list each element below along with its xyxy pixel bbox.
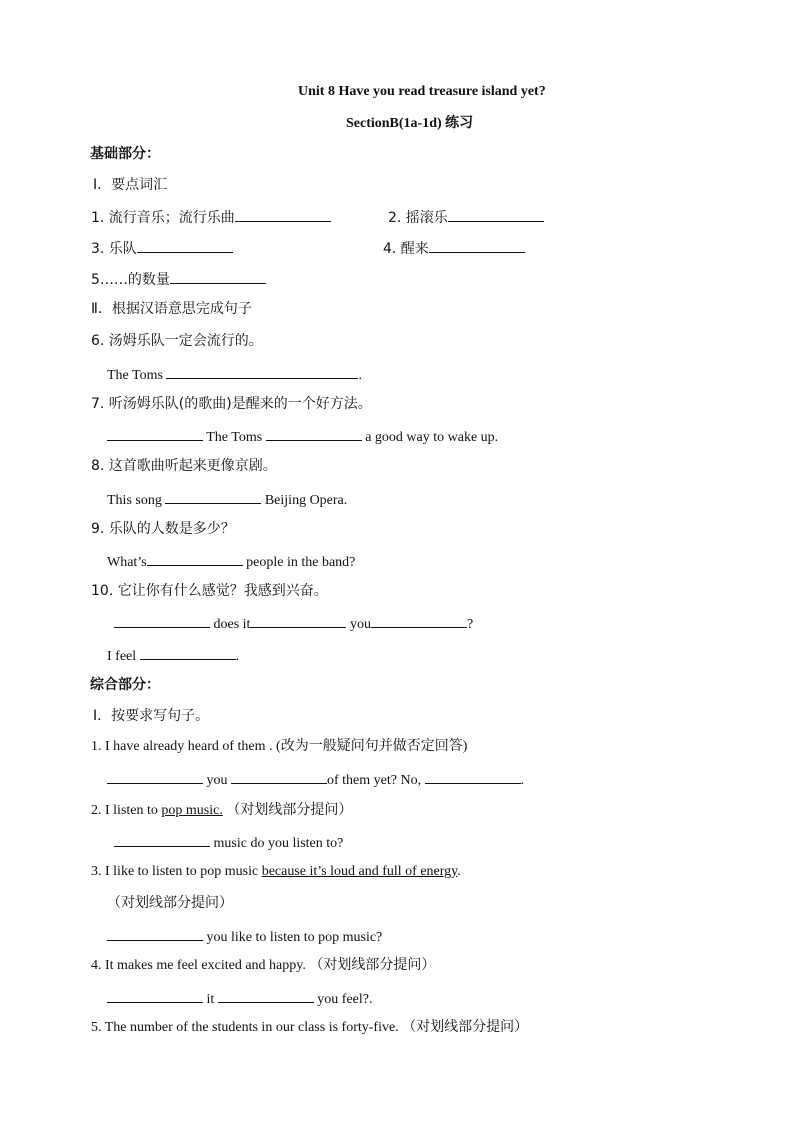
part1-heading: Ⅰ．要点词汇 xyxy=(93,177,168,193)
answer-text: This song xyxy=(107,493,162,508)
question-text: 1. 流行音乐；流行乐曲 xyxy=(91,210,235,226)
question-4 xyxy=(383,238,525,259)
answer-text: you xyxy=(349,617,371,632)
answer-blank[interactable] xyxy=(235,207,331,222)
comp-question-5: 5. The number of the students in our class is forty-five. （对划线部分提问） xyxy=(91,1020,529,1035)
answer-text: Beijing Opera. xyxy=(264,493,348,508)
question-7: 7. 听汤姆乐队(的歌曲)是醒来的一个好方法。 xyxy=(91,396,372,412)
answer-text: you like to listen to pop music? xyxy=(206,930,383,945)
comp-answer-line-1 xyxy=(107,769,524,790)
question-5 xyxy=(91,269,266,290)
answer-blank[interactable] xyxy=(218,988,314,1003)
underlined-part: pop music. xyxy=(161,803,223,818)
answer-blank[interactable] xyxy=(425,769,521,784)
answer-blank[interactable] xyxy=(250,613,346,628)
answer-text: you feel?. xyxy=(317,992,373,1007)
answer-blank[interactable] xyxy=(448,207,544,222)
answer-blank[interactable] xyxy=(166,364,358,379)
answer-text: music do you listen to? xyxy=(213,836,344,851)
answer-text: people in the band? xyxy=(246,555,356,570)
answer-text: you xyxy=(206,773,228,788)
answer-line-8 xyxy=(107,489,347,510)
question-text: 2. 摇滚乐 xyxy=(388,210,448,226)
answer-text: . xyxy=(235,649,240,664)
section-comprehensive-heading: 综合部分： xyxy=(90,677,160,693)
answer-text: it xyxy=(206,992,215,1007)
answer-blank[interactable] xyxy=(371,613,467,628)
comp-question-3 xyxy=(91,863,461,881)
question-text: 2. I listen to xyxy=(91,803,162,818)
question-8: 8. 这首歌曲听起来更像京剧。 xyxy=(91,458,277,474)
answer-line-10a xyxy=(114,613,473,634)
page-title: Unit 8 Have you read treasure island yet? xyxy=(298,84,546,99)
question-10: 10. 它让你有什么感觉？我感到兴奋。 xyxy=(91,583,328,599)
answer-text: . xyxy=(520,773,525,788)
answer-text: What’s xyxy=(107,555,147,570)
answer-blank[interactable] xyxy=(266,426,362,441)
answer-blank[interactable] xyxy=(165,489,261,504)
question-1 xyxy=(91,207,331,228)
answer-blank[interactable] xyxy=(137,238,233,253)
answer-blank[interactable] xyxy=(231,769,327,784)
answer-line-7 xyxy=(107,426,498,447)
answer-text: of them yet? No, xyxy=(327,773,422,788)
comp-answer-line-4 xyxy=(107,988,372,1009)
comp-question-2 xyxy=(91,801,352,820)
answer-blank[interactable] xyxy=(147,551,243,566)
answer-text: ? xyxy=(466,617,474,632)
answer-text: a good way to wake up. xyxy=(365,430,499,445)
answer-blank[interactable] xyxy=(107,426,203,441)
answer-text: I feel xyxy=(107,649,137,664)
question-3 xyxy=(91,238,233,259)
answer-blank[interactable] xyxy=(170,269,266,284)
question-note: （对划线部分提问） xyxy=(226,802,353,818)
answer-text: The Toms xyxy=(107,368,163,383)
question-text: 3. I like to listen to pop music xyxy=(91,864,262,879)
question-6: 6. 汤姆乐队一定会流行的。 xyxy=(91,333,263,349)
answer-blank[interactable] xyxy=(140,645,236,660)
underlined-part: because it’s loud and full of energy xyxy=(261,864,458,879)
question-2 xyxy=(388,207,544,228)
answer-line-9 xyxy=(107,551,355,572)
comp-answer-line-2 xyxy=(114,832,343,853)
question-text: . xyxy=(457,864,461,879)
question-9: 9. 乐队的人数是多少？ xyxy=(91,521,235,537)
answer-blank[interactable] xyxy=(107,988,203,1003)
page-subtitle: SectionB(1a-1d) 练习 xyxy=(346,116,474,131)
answer-blank[interactable] xyxy=(107,769,203,784)
answer-text: does it xyxy=(213,617,251,632)
part2-heading: Ⅱ．根据汉语意思完成句子 xyxy=(91,301,252,317)
section-basic-heading: 基础部分： xyxy=(90,146,160,162)
comp-answer-line-3 xyxy=(107,926,382,947)
question-text: 4. 醒来 xyxy=(383,241,429,257)
comp-question-4: 4. It makes me feel excited and happy. （对划线部分提问） xyxy=(91,958,436,973)
comp-question-1: 1. I have already heard of them . (改为一般疑问句并做否定回答) xyxy=(91,739,468,754)
question-text: 5……的数量 xyxy=(91,272,170,288)
answer-line-10b xyxy=(107,645,239,666)
answer-line-6: The Toms . xyxy=(107,364,362,385)
question-text: 3. 乐队 xyxy=(91,241,137,257)
answer-blank[interactable] xyxy=(107,926,203,941)
comp-part1-heading: Ⅰ．按要求写句子。 xyxy=(93,708,210,724)
answer-text: The Toms xyxy=(206,430,263,445)
comp-question-3-note: （对划线部分提问） xyxy=(107,895,233,911)
answer-blank[interactable] xyxy=(429,238,525,253)
answer-blank[interactable] xyxy=(114,613,210,628)
answer-blank[interactable] xyxy=(114,832,210,847)
